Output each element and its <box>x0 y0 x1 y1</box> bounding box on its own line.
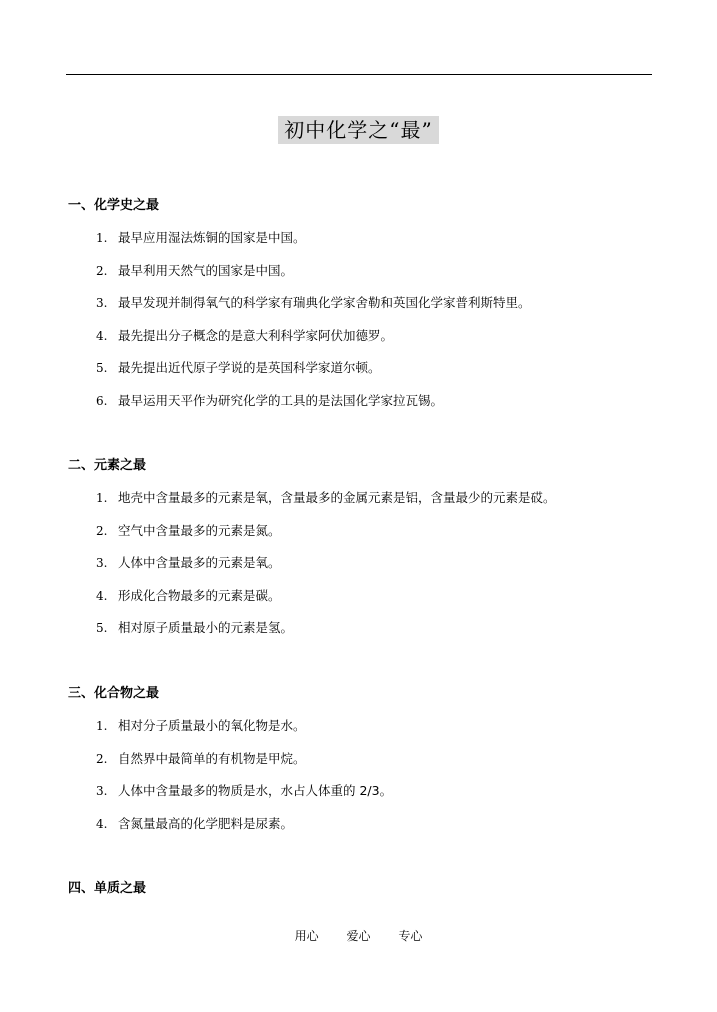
header-rule <box>66 74 652 75</box>
page-title: 初中化学之“最” <box>278 116 438 144</box>
item-text: 形成化合物最多的元素是碳。 <box>118 587 281 603</box>
item-text: 最早发现并制得氧气的科学家有瑞典化学家舍勒和英国化学家普利斯特里。 <box>118 295 531 311</box>
item-text: 最先提出近代原子学说的是英国科学家道尔顿。 <box>118 360 381 376</box>
item-list <box>68 215 668 411</box>
item-text: 最早应用湿法炼铜的国家是中国。 <box>118 230 306 245</box>
list-item <box>68 736 668 769</box>
item-text: 最先提出分子概念的是意大利科学家阿伏加德罗。 <box>118 327 394 343</box>
item-number: 1. <box>96 231 108 245</box>
item-number: 3. <box>96 784 108 799</box>
list-item <box>68 215 668 248</box>
item-text: 最早运用天平作为研究化学的工具的是法国化学家拉瓦锡。 <box>118 392 444 408</box>
footer-text: 专心 <box>398 929 423 943</box>
section-heading: 二、元素之最 <box>68 458 147 473</box>
page-footer <box>0 927 717 945</box>
item-text: 最早利用天然气的国家是中国。 <box>118 262 294 278</box>
item-number: 6. <box>96 393 108 408</box>
section-heading: 三、化合物之最 <box>68 686 160 701</box>
item-number: 3. <box>96 556 108 571</box>
list-item <box>68 345 668 378</box>
item-number: 3. <box>96 296 108 311</box>
item-text: 相对原子质量最小的元素是氢。 <box>118 620 294 636</box>
item-text: 人体中含量最多的物质是水，水占人体重的 2/3。 <box>118 783 393 799</box>
item-number: 5. <box>96 621 108 636</box>
item-number: 2. <box>96 523 108 538</box>
list-item <box>68 313 668 346</box>
title-container <box>0 116 717 144</box>
item-text: 相对分子质量最小的氧化物是水。 <box>118 718 306 733</box>
footer-text: 爱心 <box>346 929 371 943</box>
list-item <box>68 475 668 508</box>
item-text: 人体中含量最多的元素是氧。 <box>118 555 281 571</box>
footer-text: 用心 <box>294 929 319 943</box>
section-elements <box>68 457 668 638</box>
item-number: 4. <box>96 588 108 603</box>
item-number: 1. <box>96 719 108 733</box>
section-heading: 四、单质之最 <box>68 881 147 896</box>
item-number: 5. <box>96 361 108 376</box>
list-item <box>68 703 668 736</box>
list-item <box>68 573 668 606</box>
item-text: 地壳中含量最多的元素是氧，含量最多的金属元素是铝，含量最少的元素是砹。 <box>118 490 556 505</box>
list-item <box>68 768 668 801</box>
item-number: 2. <box>96 263 108 278</box>
item-list <box>68 475 668 638</box>
item-text: 自然界中最简单的有机物是甲烷。 <box>118 750 306 766</box>
list-item <box>68 378 668 411</box>
list-item <box>68 605 668 638</box>
list-item <box>68 540 668 573</box>
list-item <box>68 801 668 834</box>
item-list <box>68 703 668 833</box>
item-number: 1. <box>96 491 108 505</box>
list-item <box>68 508 668 541</box>
section-heading: 一、化学史之最 <box>68 198 160 213</box>
item-number: 4. <box>96 816 108 831</box>
list-item <box>68 248 668 281</box>
list-item <box>68 280 668 313</box>
item-text: 含氮量最高的化学肥料是尿素。 <box>118 815 294 831</box>
item-text: 空气中含量最多的元素是氮。 <box>118 522 281 538</box>
item-number: 2. <box>96 751 108 766</box>
section-simple-substances <box>68 880 668 898</box>
section-history <box>68 197 668 411</box>
section-compounds <box>68 685 668 833</box>
item-number: 4. <box>96 328 108 343</box>
